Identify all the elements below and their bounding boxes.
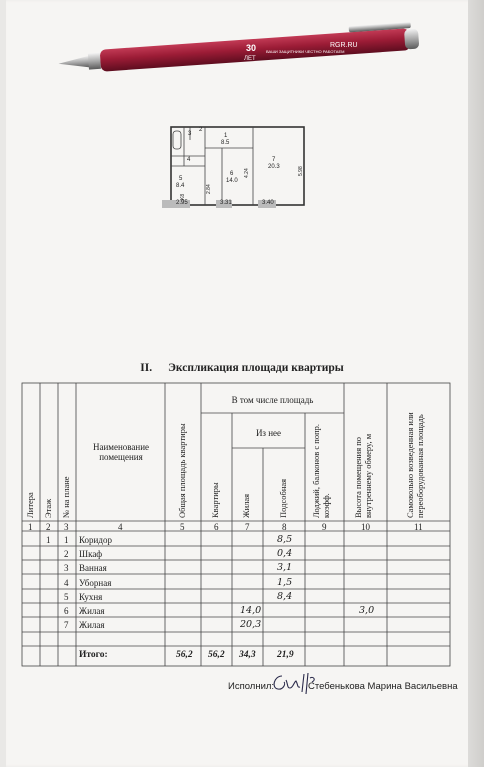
plan-room-6: 6 <box>230 171 234 177</box>
row-5-num: 5 <box>64 592 69 602</box>
plan-room-1-area: 8.5 <box>221 140 230 146</box>
col-num-2: 2 <box>46 522 51 532</box>
plan-room-7: 7 <box>272 157 276 163</box>
executor-name: Стебенькова Марина Васильевна <box>308 681 458 692</box>
header-no-plan: № на плане <box>61 476 71 518</box>
row-1-num: 1 <box>64 535 69 545</box>
header-zhilaya: Жилая <box>241 493 251 518</box>
col-num-8: 8 <box>282 522 287 532</box>
row-3-num: 3 <box>64 563 69 573</box>
col-num-10: 10 <box>361 522 370 532</box>
row-4-name: Уборная <box>79 578 112 588</box>
plan-room-2: 2 <box>199 127 203 133</box>
col-num-7: 7 <box>245 522 250 532</box>
row-4-num: 4 <box>64 578 69 588</box>
plan-dim-1: 2.95 <box>176 200 188 206</box>
plan-room-6-area: 14.0 <box>226 178 238 184</box>
row-6-zhilaya: 14,0 <box>240 605 262 616</box>
header-incl: В том числе площадь <box>231 395 314 405</box>
row-6-name: Жилая <box>79 606 105 616</box>
row-4-podsob: 1,5 <box>277 577 293 588</box>
row-7-num: 7 <box>64 620 69 630</box>
plan-room-1: 1 <box>224 133 228 139</box>
row-2-name: Шкаф <box>79 549 103 559</box>
pen-logo-slogan: ВАШИ ЗАЩИТНИКИ ЧЕСТНО РАБОТАЕМ <box>266 49 345 54</box>
header-etazh: Этаж <box>43 498 53 518</box>
col-num-3: 3 <box>64 522 69 532</box>
header-height: Высота помещения по внутреннему обмеру, м <box>353 433 373 518</box>
row-3-podsob: 3,1 <box>277 562 293 573</box>
header-name: Наименование помещения <box>92 442 150 462</box>
plan-room-5-area: 8.4 <box>176 183 185 189</box>
col-num-1: 1 <box>28 522 33 532</box>
col-num-4: 4 <box>118 522 123 532</box>
row-7-zhilaya: 20,3 <box>240 619 262 630</box>
row-1-name: Коридор <box>79 535 112 545</box>
section-number: II. <box>140 362 153 374</box>
header-kvartiry: Квартиры <box>210 482 220 518</box>
col-num-5: 5 <box>180 522 185 532</box>
row-2-podsob: 0,4 <box>277 548 293 559</box>
row-6-height: 3,0 <box>359 605 375 616</box>
plan-dim-5: 4.24 <box>244 168 250 178</box>
plan-room-5: 5 <box>179 176 183 182</box>
row-6-num: 6 <box>64 606 69 616</box>
totals-zhilaya: 34,3 <box>239 650 256 660</box>
plan-dim-6: 5.98 <box>298 166 304 176</box>
col-num-11: 11 <box>414 522 423 532</box>
pen-logo-number: 30 <box>246 43 257 53</box>
row-3-name: Ванная <box>79 563 107 573</box>
header-litera: Литера <box>25 492 35 518</box>
row-1-podsob: 8,5 <box>277 534 293 545</box>
header-podsobnaya: Подсобная <box>278 478 288 518</box>
row-1-etazh: 1 <box>46 535 51 545</box>
col-num-9: 9 <box>322 522 327 532</box>
plan-dim-2: 3.31 <box>220 200 232 206</box>
totals-label: Итого: <box>79 650 108 660</box>
row-7-name: Жилая <box>79 620 105 630</box>
row-2-num: 2 <box>64 549 69 559</box>
section-heading: Экспликация площади квартиры <box>168 362 344 374</box>
header-of-them: Из нее <box>255 428 282 438</box>
totals-kvartiry: 56,2 <box>208 650 225 660</box>
pen-brand: RGR.RU <box>330 42 358 49</box>
plan-dim-7: K8 <box>180 193 186 200</box>
col-num-6: 6 <box>214 522 219 532</box>
plan-room-4: 4 <box>187 157 191 163</box>
totals-podsob: 21,9 <box>277 650 294 660</box>
header-samovol: Самовольно возведенная или переоборудованная площадь <box>405 412 425 518</box>
header-lodzhii: Лоджий, балконов с попр. коэфф. <box>311 423 331 518</box>
plan-room-7-area: 20.3 <box>268 164 280 170</box>
header-total-area: Общая площадь квартиры <box>177 423 187 518</box>
row-5-podsob: 8,4 <box>277 591 293 602</box>
totals-total: 56,2 <box>176 650 193 660</box>
plan-dim-4: 2.84 <box>206 184 212 194</box>
pen-logo-word: ЛЕТ <box>244 56 256 62</box>
row-5-name: Кухня <box>79 592 103 602</box>
plan-dim-3: 3.40 <box>262 200 274 206</box>
executor-label: Исполнил: <box>228 681 275 692</box>
plan-room-3: 3 <box>188 131 192 137</box>
